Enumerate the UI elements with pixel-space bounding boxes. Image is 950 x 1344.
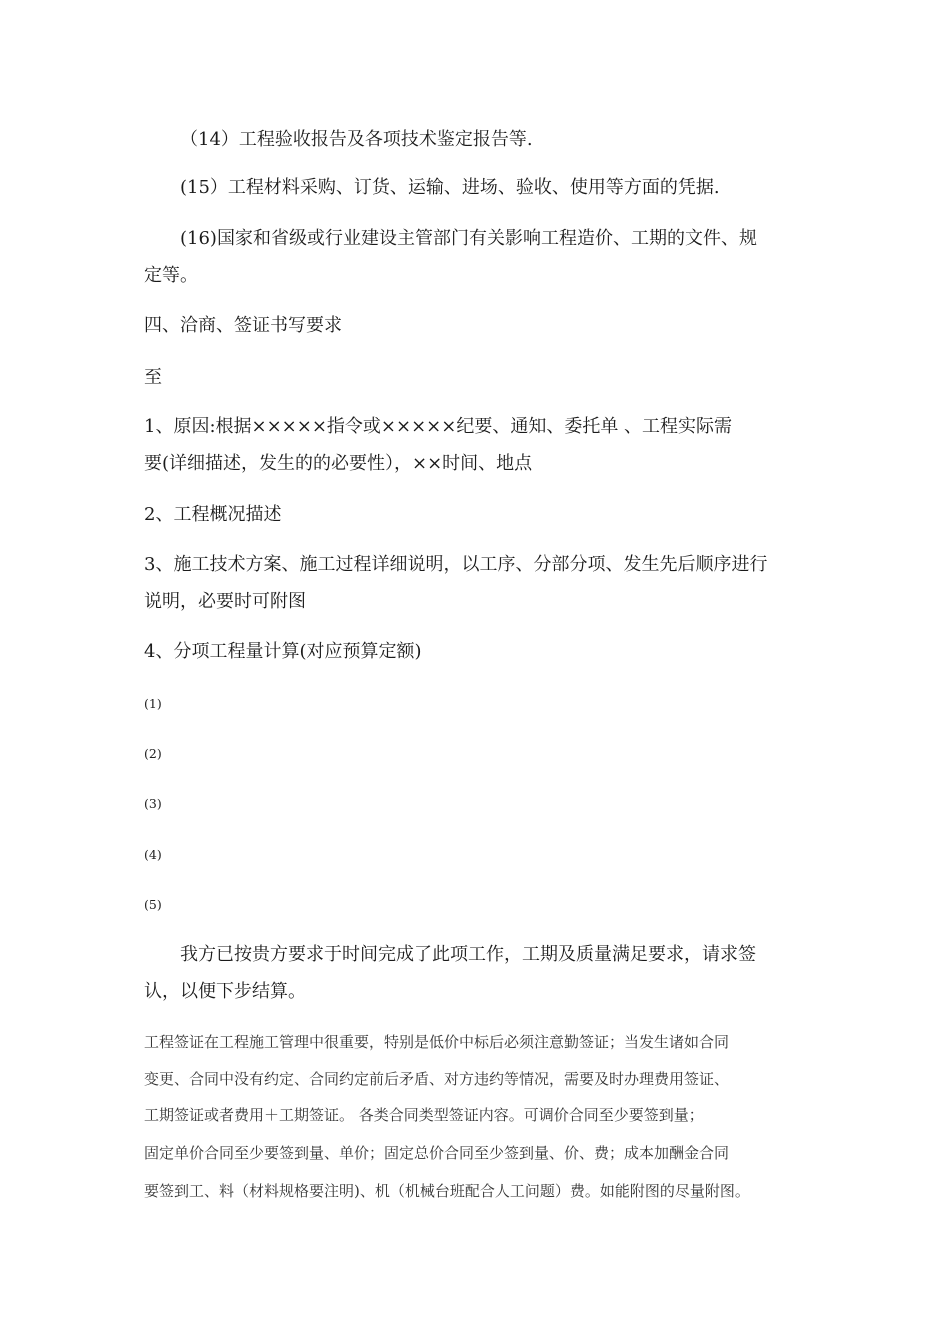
sub-item-5: (5) — [144, 897, 162, 912]
to-line: 至 — [144, 367, 162, 388]
note-line-5: 要签到工、料（材料规格要注明)、机（机械台班配合人工问题）费。如能附图的尽量附图。 — [144, 1182, 750, 1200]
note-line-3: 工期签证或者费用＋工期签证。 各类合同类型签证内容。可调价合同至少要签到量； — [144, 1106, 704, 1124]
item-15: (15）工程材料采购、订货、运输、进场、验收、使用等方面的凭据. — [180, 177, 720, 198]
sub-item-1: (1) — [144, 696, 162, 711]
point-1: 1、原因:根据×××××指令或×××××纪要、通知、委托单 、工程实际需 — [144, 416, 733, 437]
note-line-4: 固定单价合同至少要签到量、单价；固定总价合同至少签到量、价、费；成本加酬金合同 — [144, 1144, 730, 1162]
point-3-continuation: 说明，必要时可附图 — [144, 591, 306, 612]
sub-item-2: (2) — [144, 746, 162, 761]
point-2: 2、工程概况描述 — [144, 504, 282, 525]
item-14: （14）工程验收报告及各项技术鉴定报告等. — [180, 129, 533, 150]
section-heading: 四、洽商、签证书写要求 — [144, 315, 342, 336]
sub-item-4: (4) — [144, 847, 162, 862]
closing-statement-continuation: 认，以便下步结算。 — [144, 981, 306, 1002]
note-line-1: 工程签证在工程施工管理中很重要，特别是低价中标后必须注意勤签证；当发生诸如合同 — [144, 1033, 730, 1051]
sub-item-3: (3) — [144, 796, 162, 811]
point-4: 4、分项工程量计算(对应预算定额) — [144, 641, 422, 662]
closing-statement: 我方已按贵方要求于时间完成了此项工作，工期及质量满足要求，请求签 — [180, 944, 756, 965]
point-1-continuation: 要(详细描述，发生的的必要性），××时间、地点 — [144, 453, 533, 474]
item-16-continuation: 定等。 — [144, 265, 198, 286]
point-3: 3、施工技术方案、施工过程详细说明，以工序、分部分项、发生先后顺序进行 — [144, 554, 768, 575]
note-line-2: 变更、合同中没有约定、合同约定前后矛盾、对方违约等情况，需要及时办理费用签证、 — [144, 1070, 730, 1088]
item-16: (16)国家和省级或行业建设主管部门有关影响工程造价、工期的文件、规 — [180, 228, 757, 249]
